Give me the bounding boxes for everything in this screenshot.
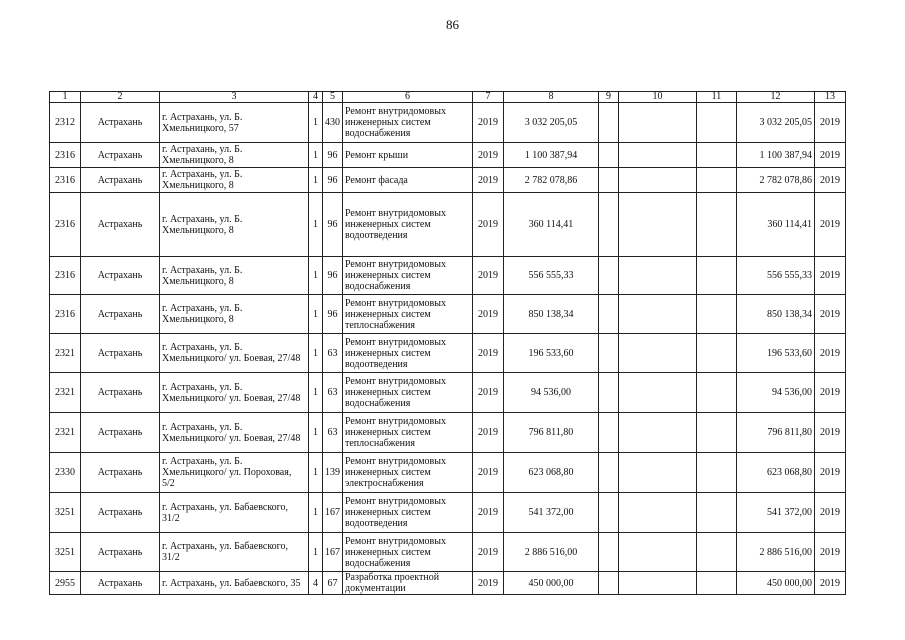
col10-cell [619,295,697,334]
city-cell: Астрахань [81,453,160,493]
row-id: 2316 [50,193,81,257]
total-cell: 450 000,00 [737,572,815,595]
total-cell: 2 886 516,00 [737,533,815,572]
address-cell: г. Астрахань, ул. Бабаевского, 35 [160,572,309,595]
column-number-4: 4 [309,92,323,103]
work-type-cell: Ремонт внутридомовых инженерных систем водоснабжения [343,103,473,143]
work-type-cell: Ремонт внутридомовых инженерных систем теплоснабжения [343,295,473,334]
year2-cell: 2019 [815,334,846,373]
column-number-1: 1 [50,92,81,103]
table-row [50,143,846,168]
col9-cell [599,257,619,295]
amount-cell: 850 138,34 [504,295,599,334]
col4-cell: 1 [309,168,323,193]
col5-cell: 63 [323,373,343,413]
row-id: 2316 [50,168,81,193]
address-cell: г. Астрахань, ул. Б. Хмельницкого, 8 [160,257,309,295]
col9-cell [599,295,619,334]
address-cell: г. Астрахань, ул. Б. Хмельницкого, 8 [160,168,309,193]
col5-cell: 63 [323,334,343,373]
row-id: 2316 [50,295,81,334]
address-cell: г. Астрахань, ул. Б. Хмельницкого, 8 [160,143,309,168]
col11-cell [697,103,737,143]
column-number-3: 3 [160,92,309,103]
year2-cell: 2019 [815,257,846,295]
col5-cell: 430 [323,103,343,143]
col10-cell [619,572,697,595]
col5-cell: 167 [323,493,343,533]
col9-cell [599,334,619,373]
col4-cell: 1 [309,453,323,493]
col10-cell [619,193,697,257]
amount-cell: 1 100 387,94 [504,143,599,168]
table-row [50,453,846,493]
amount-cell: 541 372,00 [504,493,599,533]
year2-cell: 2019 [815,533,846,572]
work-type-cell: Ремонт внутридомовых инженерных систем водоотведения [343,334,473,373]
work-type-cell: Ремонт внутридомовых инженерных систем электроснабжения [343,453,473,493]
total-cell: 623 068,80 [737,453,815,493]
table-row [50,373,846,413]
address-cell: г. Астрахань, ул. Б. Хмельницкого, 8 [160,295,309,334]
col4-cell: 1 [309,257,323,295]
row-id: 2321 [50,413,81,453]
col10-cell [619,103,697,143]
col4-cell: 4 [309,572,323,595]
col11-cell [697,493,737,533]
address-cell: г. Астрахань, ул. Б. Хмельницкого/ ул. Пороховая, 5/2 [160,453,309,493]
year-cell: 2019 [473,453,504,493]
city-cell: Астрахань [81,413,160,453]
col5-cell: 96 [323,295,343,334]
address-cell: г. Астрахань, ул. Б. Хмельницкого, 8 [160,193,309,257]
address-cell: г. Астрахань, ул. Б. Хмельницкого/ ул. Боевая, 27/48 [160,334,309,373]
col10-cell [619,453,697,493]
year-cell: 2019 [473,295,504,334]
table-row [50,168,846,193]
col4-cell: 1 [309,493,323,533]
work-type-cell: Ремонт внутридомовых инженерных систем водоотведения [343,193,473,257]
table-row [50,572,846,595]
col5-cell: 67 [323,572,343,595]
work-type-cell: Ремонт фасада [343,168,473,193]
work-type-cell: Ремонт внутридомовых инженерных систем теплоснабжения [343,413,473,453]
work-type-cell: Ремонт внутридомовых инженерных систем водоснабжения [343,373,473,413]
total-cell: 796 811,80 [737,413,815,453]
col11-cell [697,413,737,453]
amount-cell: 556 555,33 [504,257,599,295]
col10-cell [619,257,697,295]
year-cell: 2019 [473,257,504,295]
year2-cell: 2019 [815,143,846,168]
col11-cell [697,373,737,413]
col11-cell [697,572,737,595]
amount-cell: 3 032 205,05 [504,103,599,143]
col9-cell [599,413,619,453]
year-cell: 2019 [473,168,504,193]
total-cell: 94 536,00 [737,373,815,413]
work-type-cell: Ремонт внутридомовых инженерных систем водоснабжения [343,257,473,295]
col5-cell: 96 [323,143,343,168]
year2-cell: 2019 [815,193,846,257]
col11-cell [697,533,737,572]
col10-cell [619,493,697,533]
col9-cell [599,493,619,533]
year-cell: 2019 [473,334,504,373]
column-number-7: 7 [473,92,504,103]
year2-cell: 2019 [815,103,846,143]
work-type-cell: Ремонт внутридомовых инженерных систем водоотведения [343,493,473,533]
col10-cell [619,413,697,453]
year-cell: 2019 [473,493,504,533]
table-row [50,533,846,572]
year2-cell: 2019 [815,295,846,334]
total-cell: 2 782 078,86 [737,168,815,193]
work-type-cell: Ремонт крыши [343,143,473,168]
col5-cell: 139 [323,453,343,493]
total-cell: 541 372,00 [737,493,815,533]
table-row [50,334,846,373]
address-cell: г. Астрахань, ул. Б. Хмельницкого/ ул. Боевая, 27/48 [160,413,309,453]
amount-cell: 2 782 078,86 [504,168,599,193]
page-number: 86 [446,17,459,32]
column-number-8: 8 [504,92,599,103]
amount-cell: 94 536,00 [504,373,599,413]
col9-cell [599,193,619,257]
year-cell: 2019 [473,373,504,413]
col10-cell [619,334,697,373]
city-cell: Астрахань [81,257,160,295]
col9-cell [599,533,619,572]
column-number-13: 13 [815,92,846,103]
table-row [50,193,846,257]
column-number-row [50,92,846,103]
city-cell: Астрахань [81,334,160,373]
column-number-11: 11 [697,92,737,103]
row-id: 2321 [50,373,81,413]
col9-cell [599,453,619,493]
col10-cell [619,373,697,413]
total-cell: 556 555,33 [737,257,815,295]
column-number-2: 2 [81,92,160,103]
year2-cell: 2019 [815,413,846,453]
year2-cell: 2019 [815,453,846,493]
col9-cell [599,143,619,168]
col11-cell [697,257,737,295]
year-cell: 2019 [473,413,504,453]
total-cell: 1 100 387,94 [737,143,815,168]
city-cell: Астрахань [81,103,160,143]
column-number-5: 5 [323,92,343,103]
col11-cell [697,168,737,193]
col11-cell [697,295,737,334]
col11-cell [697,193,737,257]
col4-cell: 1 [309,193,323,257]
year2-cell: 2019 [815,168,846,193]
row-id: 2316 [50,257,81,295]
row-id: 2321 [50,334,81,373]
city-cell: Астрахань [81,493,160,533]
city-cell: Астрахань [81,572,160,595]
col4-cell: 1 [309,295,323,334]
year-cell: 2019 [473,533,504,572]
year2-cell: 2019 [815,373,846,413]
address-cell: г. Астрахань, ул. Б. Хмельницкого, 57 [160,103,309,143]
address-cell: г. Астрахань, ул. Бабаевского, 31/2 [160,533,309,572]
year-cell: 2019 [473,572,504,595]
amount-cell: 196 533,60 [504,334,599,373]
col9-cell [599,572,619,595]
row-id: 3251 [50,493,81,533]
address-cell: г. Астрахань, ул. Бабаевского, 31/2 [160,493,309,533]
amount-cell: 450 000,00 [504,572,599,595]
city-cell: Астрахань [81,373,160,413]
col5-cell: 96 [323,193,343,257]
row-id: 2312 [50,103,81,143]
col9-cell [599,373,619,413]
amount-cell: 796 811,80 [504,413,599,453]
table-row [50,413,846,453]
col4-cell: 1 [309,413,323,453]
amount-cell: 2 886 516,00 [504,533,599,572]
table-row [50,257,846,295]
col11-cell [697,453,737,493]
col4-cell: 1 [309,334,323,373]
col11-cell [697,334,737,373]
year-cell: 2019 [473,143,504,168]
city-cell: Астрахань [81,168,160,193]
column-number-12: 12 [737,92,815,103]
table-row [50,295,846,334]
col10-cell [619,168,697,193]
row-id: 2330 [50,453,81,493]
amount-cell: 360 114,41 [504,193,599,257]
col9-cell [599,168,619,193]
col5-cell: 63 [323,413,343,453]
col4-cell: 1 [309,533,323,572]
row-id: 3251 [50,533,81,572]
year2-cell: 2019 [815,572,846,595]
column-number-9: 9 [599,92,619,103]
address-cell: г. Астрахань, ул. Б. Хмельницкого/ ул. Боевая, 27/48 [160,373,309,413]
table-row [50,103,846,143]
table-body [50,103,846,595]
city-cell: Астрахань [81,533,160,572]
total-cell: 196 533,60 [737,334,815,373]
col5-cell: 96 [323,257,343,295]
col4-cell: 1 [309,373,323,413]
col10-cell [619,143,697,168]
column-number-10: 10 [619,92,697,103]
city-cell: Астрахань [81,143,160,168]
year-cell: 2019 [473,193,504,257]
work-type-cell: Ремонт внутридомовых инженерных систем водоснабжения [343,533,473,572]
row-id: 2955 [50,572,81,595]
row-id: 2316 [50,143,81,168]
col4-cell: 1 [309,103,323,143]
total-cell: 850 138,34 [737,295,815,334]
col5-cell: 167 [323,533,343,572]
city-cell: Астрахань [81,193,160,257]
col10-cell [619,533,697,572]
col4-cell: 1 [309,143,323,168]
col5-cell: 96 [323,168,343,193]
column-number-6: 6 [343,92,473,103]
year2-cell: 2019 [815,493,846,533]
total-cell: 3 032 205,05 [737,103,815,143]
year-cell: 2019 [473,103,504,143]
table-row [50,493,846,533]
col11-cell [697,143,737,168]
col9-cell [599,103,619,143]
work-type-cell: Разработка проектной документации [343,572,473,595]
city-cell: Астрахань [81,295,160,334]
total-cell: 360 114,41 [737,193,815,257]
capital-repair-table [49,91,846,595]
amount-cell: 623 068,80 [504,453,599,493]
